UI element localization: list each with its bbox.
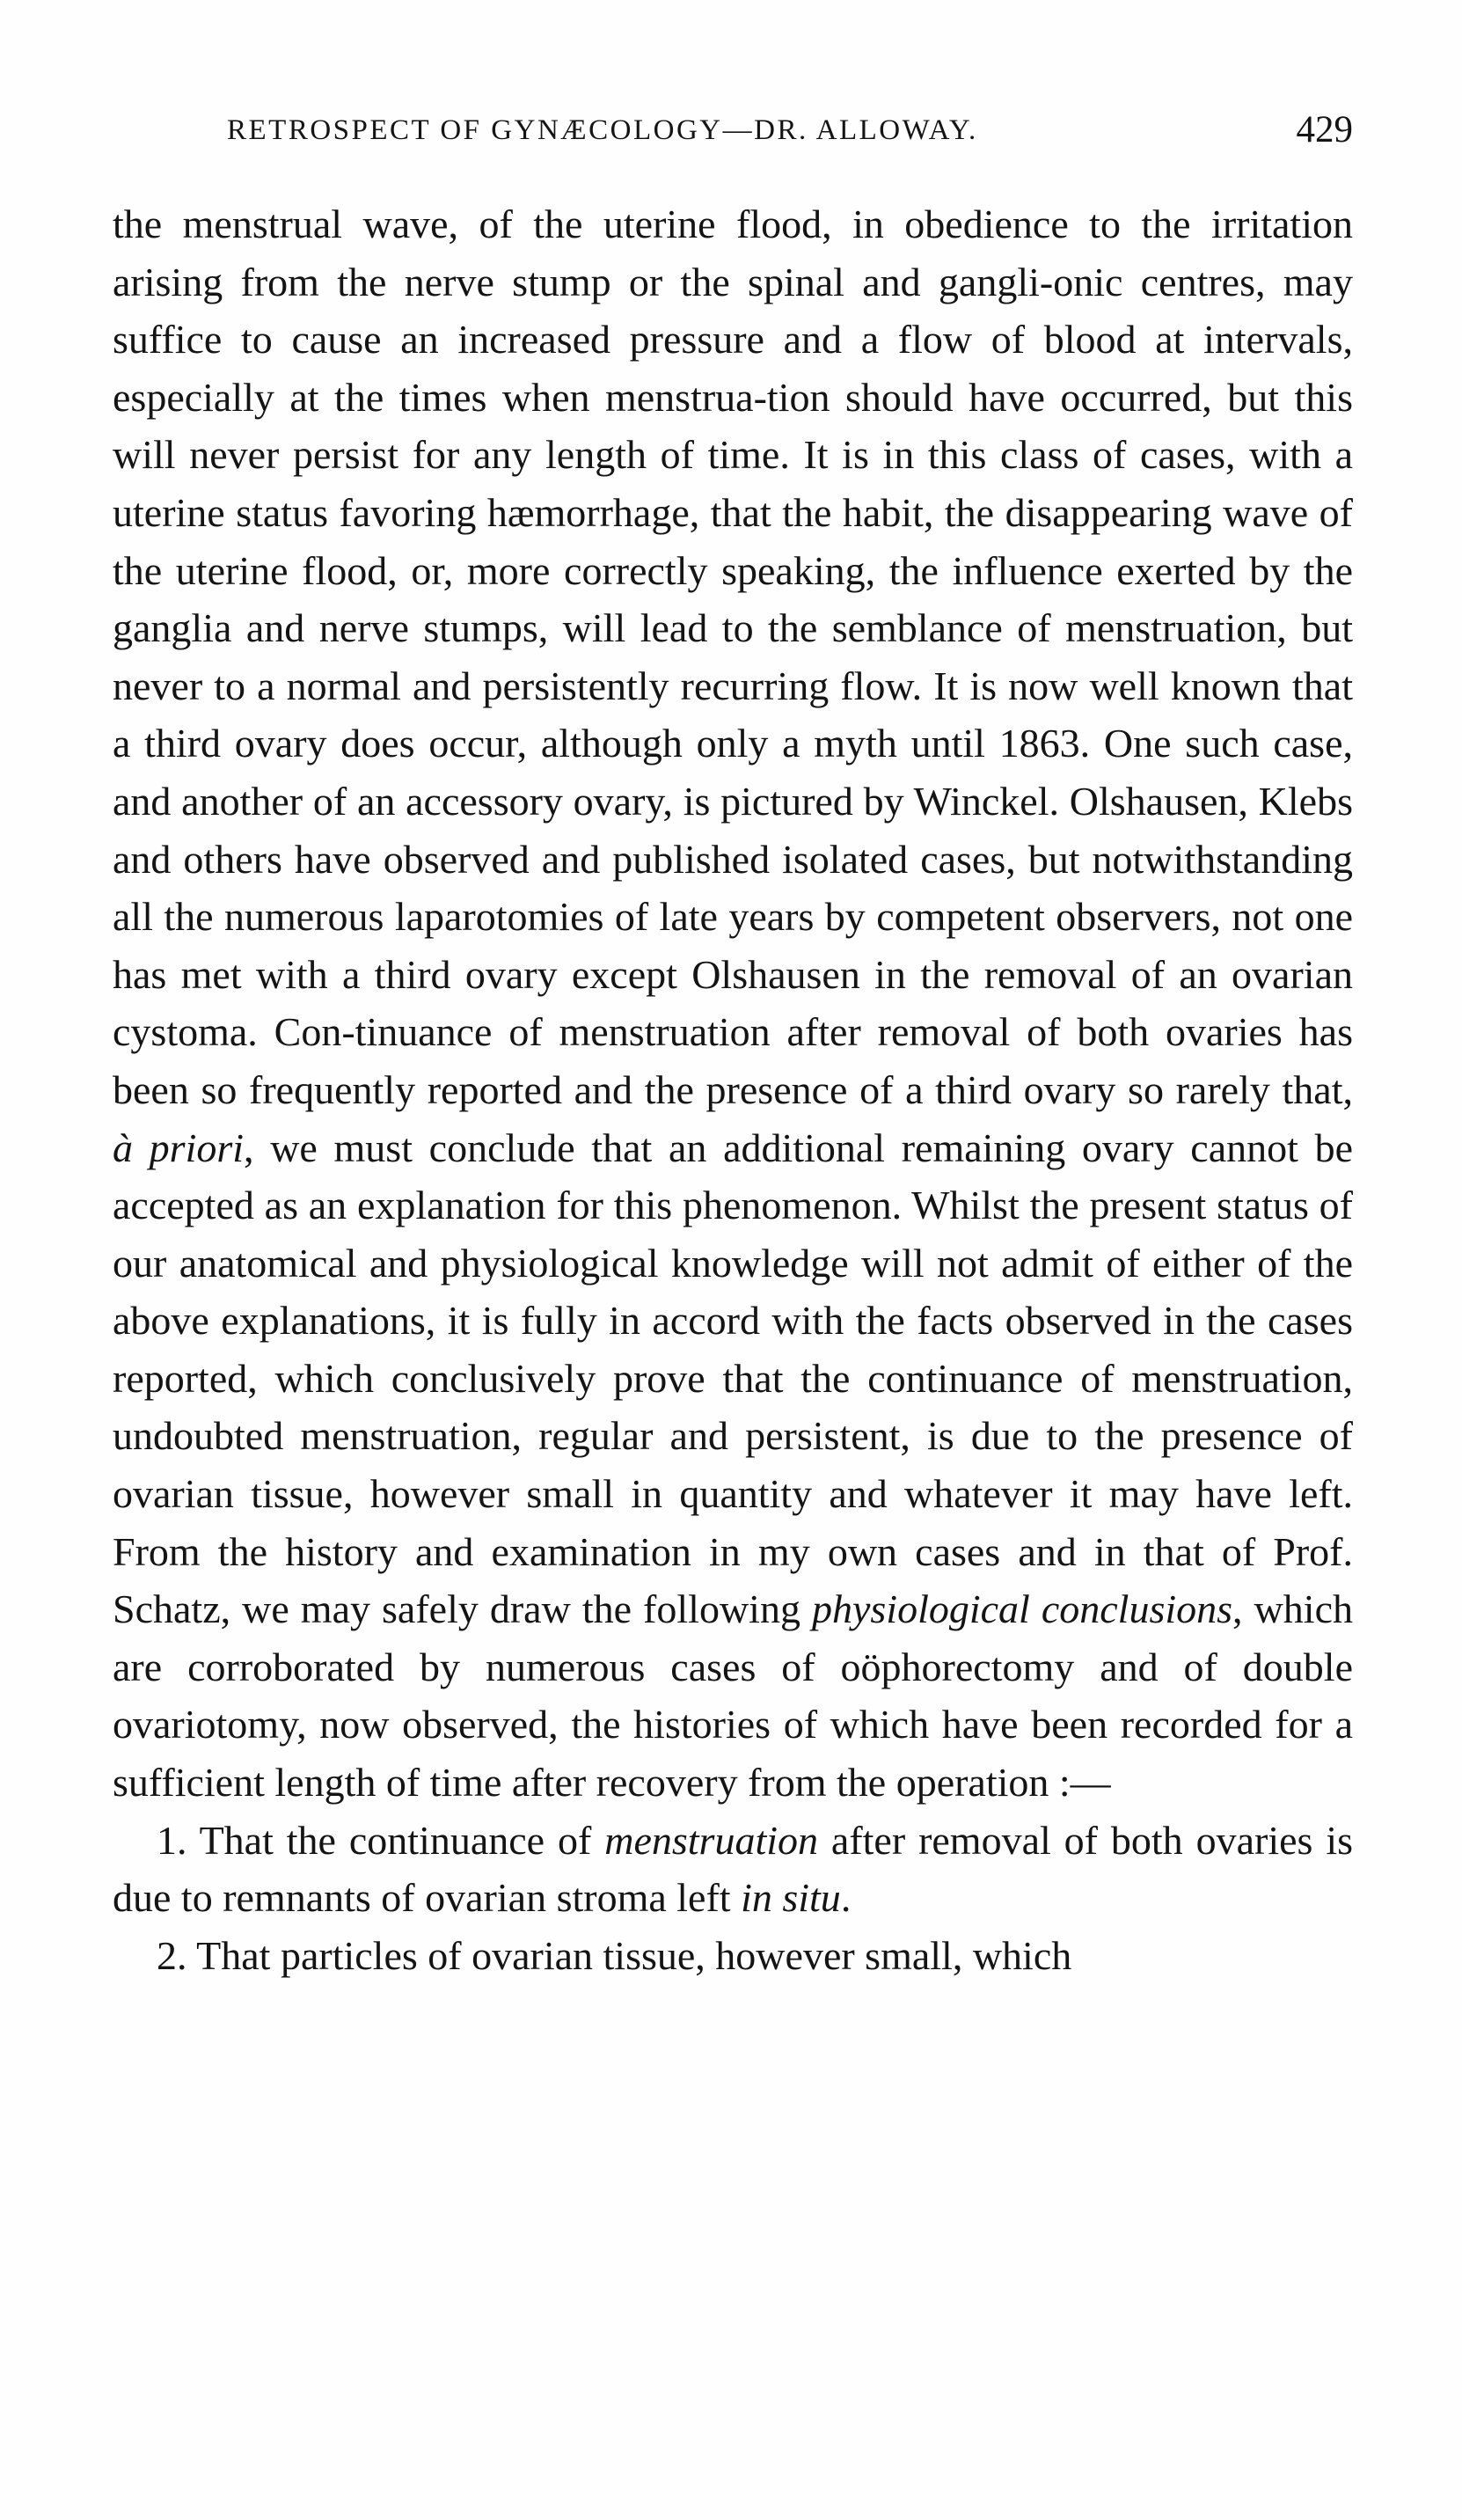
text-run: 1. That the continuance of [157,1817,605,1863]
text-run: the menstrual wave, of the uterine flood, in obedience to the irritation arising from the nerve stump or the spinal and gangli- [113,201,1353,304]
numbered-item [113,1812,1353,1927]
body-text [113,195,1353,1984]
text-run: tinuance of menstruation after removal of both ovaries has been so frequently reported and the presence of a third ovary so rarely that, [113,1009,1353,1112]
text-run: after removal of both ovaries is due to remnants of ovarian stroma left [113,1817,1354,1921]
page-header [227,104,1353,157]
italic-text: in situ [741,1875,841,1921]
numbered-item: 2. That particles of ovarian tissue, however small, which [157,1932,1072,1978]
text-run: , we must conclude that an additional remaining ovary cannot be accepted as an explanation for this phenomenon. Whilst the present status of our anatomical and physiological knowledge will not admit of either of the above explanations, it is fully in accord with the facts observed in the cases reported, which conclusively prove that the continuance of menstruation, undoubted menstruation, regular and persistent, is due to the presence of ovarian tissue, however small in quantity and whatever it may have left. From the history and examination in my own cases and in that of Prof. Schatz, we may safely draw the following [113,1124,1353,1632]
paragraph [113,195,1353,1812]
text-run: onic centres, may suffice to cause an increased pressure and a flow of blood at intervals, especially at the times when menstrua- [113,259,1353,420]
text-run: . [840,1875,852,1921]
text-run: , which are corroborated by numerous cases of oöphorectomy and of double ovariotomy, now observed, the histories of which have been recorded for a sufficient length of time after recovery from the operation :— [113,1586,1353,1806]
italic-text: menstruation [604,1817,819,1863]
italic-text: à priori [113,1124,245,1170]
running-head: RETROSPECT OF GYNÆCOLOGY—DR. ALLOWAY. [227,114,978,146]
text-run: tion should have occurred, but this will never persist for any length of time. It is in this class of cases, with a uterine status favoring hæmorrhage, that the habit, the disappearing wave of the uterine flood, or, more correctly speaking, the influence exerted by the ganglia and nerve stumps, will lead to the semblance of menstruation, but never to a normal and persistently recurring flow. It is now well known that a third ovary does occur, although only a myth until 1863. One such case, and another of an accessory ovary, is pictured by Winckel. Olshausen, Klebs and others have observed and published isolated cases, but notwithstanding all the numerous laparotomies of late years by competent observers, not one has met with a third ovary except Olshausen in the removal of an ovarian cystoma. Con- [113,374,1353,1055]
page-number: 429 [1296,109,1353,150]
italic-text: physiological conclusions [811,1586,1233,1632]
